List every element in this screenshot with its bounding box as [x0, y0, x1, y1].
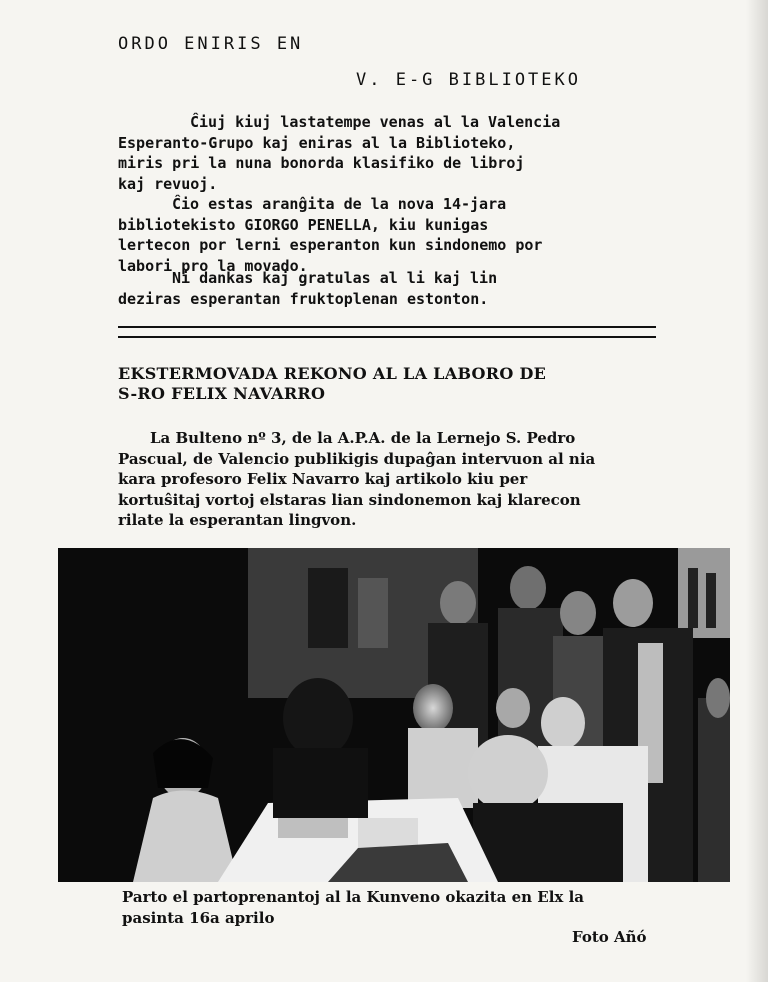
text-line: labori pro la movado.	[118, 256, 308, 275]
photo-caption	[122, 887, 670, 929]
paragraph-3	[118, 268, 663, 309]
article-heading	[118, 364, 546, 404]
caption-line: pasinta 16a aprilo	[122, 909, 275, 927]
photo-credit: Foto Añó	[572, 928, 647, 946]
text-line: bibliotekisto GIORGO PENELLA, kiu kunigas	[118, 215, 489, 234]
page-edge	[746, 0, 768, 982]
text-line: Ĉiuj kiuj lastatempe venas al la Valencia	[190, 113, 561, 131]
text-line: rilate la esperantan lingvon.	[118, 511, 357, 529]
heading-line: EKSTERMOVADA REKONO AL LA LABORO DE	[118, 364, 547, 383]
text-line: lertecon por lerni esperanton kun sindonemo por	[118, 236, 543, 254]
text-line: kortuŝitaj vortoj elstaras lian sindonemon kaj klarecon	[118, 490, 581, 509]
caption-line: Parto el partoprenantoj al la Kunveno okazita en Elx la	[122, 888, 584, 906]
title-line-1: ORDO ENIRIS EN	[118, 34, 304, 54]
text-line: deziras esperantan fruktoplenan estonton.	[118, 289, 489, 308]
text-line: Esperanto-Grupo kaj eniras al la Biblioteko,	[118, 133, 516, 152]
text-line: miris pri la nuna bonorda klasifiko de libroj	[118, 154, 525, 172]
text-line: Ĉio estas aranĝita de la nova 14-jara	[172, 195, 507, 213]
text-line: kaj revuoj.	[118, 174, 218, 193]
article-body	[118, 428, 668, 531]
text-line: kara profesoro Felix Navarro kaj artikolo kiu per	[118, 470, 528, 488]
text-line: La Bulteno nº 3, de la A.P.A. de la Lernejo S. Pedro	[150, 429, 576, 447]
group-photo	[58, 548, 730, 882]
paragraph-2	[118, 194, 663, 276]
group-photo-image	[58, 548, 730, 882]
heading-line: S-RO FELIX NAVARRO	[118, 384, 326, 403]
text-line: Ni dankas kaj gratulas al li kaj lin	[172, 269, 498, 287]
double-rule-separator	[118, 326, 656, 338]
paragraph-1	[118, 112, 663, 194]
text-line: Pascual, de Valencio publikigis dupaĝan intervuon al nia	[118, 449, 596, 468]
title-line-2: V. E-G BIBLIOTEKO	[356, 70, 581, 90]
